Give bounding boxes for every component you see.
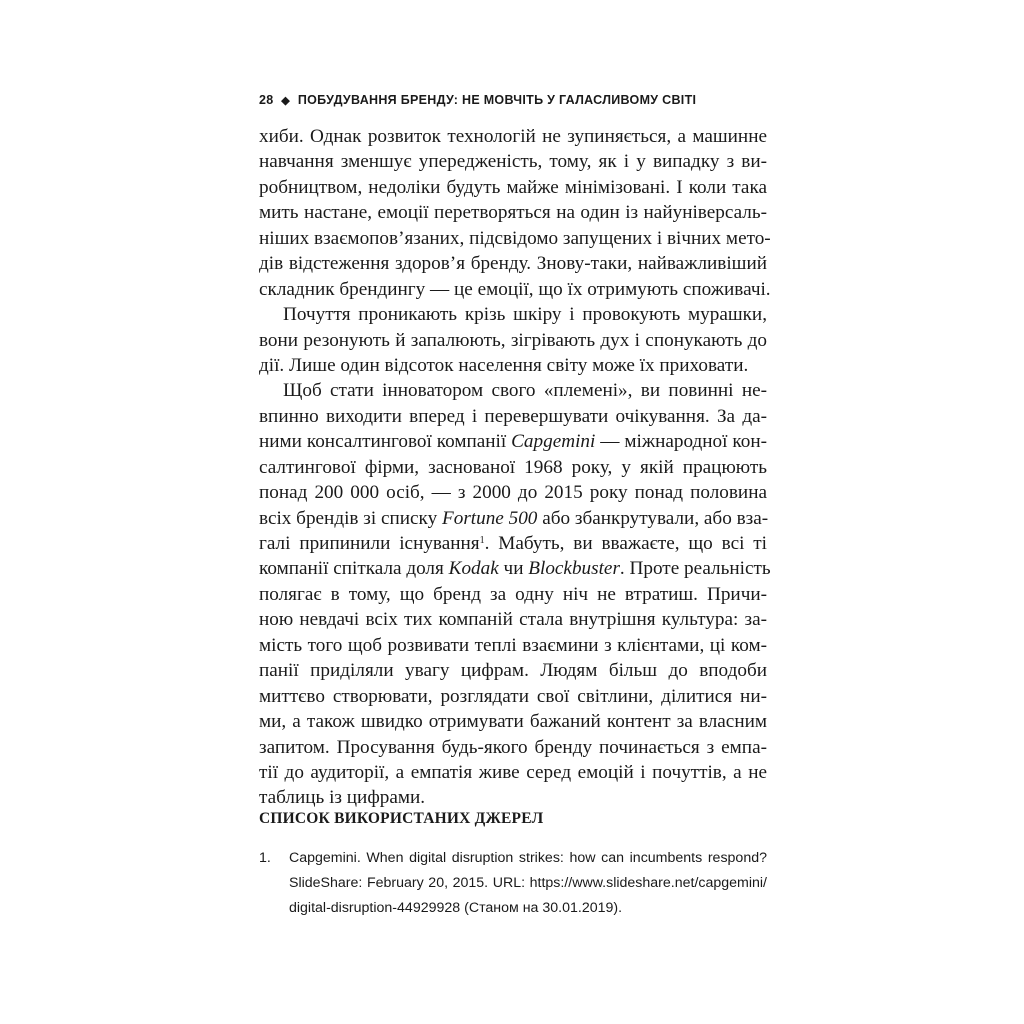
page-number: 28 bbox=[259, 93, 274, 107]
text-segment: або збанкрутували, або вза- bbox=[542, 507, 769, 529]
reference-number: 1. bbox=[259, 850, 271, 866]
text-line: таблиць із цифрами. bbox=[259, 787, 426, 809]
text-line bbox=[259, 556, 771, 581]
text-line: дії. Лише один відсоток населення світу може їх приховати. bbox=[259, 354, 749, 376]
text-line: впинно виходити вперед і перевершувати очікування. За да- bbox=[259, 405, 767, 427]
reference-item bbox=[259, 846, 767, 922]
text-line: полягає в тому, що бренд за одну ніч не втратиш. Причи- bbox=[259, 583, 767, 605]
reference-line: SlideShare: February 20, 2015. URL: https://www.slideshare.net/capgemini/ bbox=[289, 875, 767, 892]
running-head bbox=[259, 93, 696, 107]
text-line: хиби. Однак розвиток технологій не зупиняється, а машинне bbox=[259, 126, 767, 147]
footnote-marker: 1 bbox=[479, 535, 485, 546]
text-line: миттєво створювати, розглядати свої світлини, ділитися ни- bbox=[259, 685, 767, 707]
text-line: ніших взаємопов’язаних, підсвідомо запущених і вічних мето- bbox=[259, 227, 771, 249]
text-line: вони резонують й запалюють, зігрівають дух і спонукають до bbox=[259, 329, 767, 351]
text-segment: всіх брендів зі списку bbox=[259, 507, 438, 529]
text-segment: ними консалтингової компанії bbox=[259, 431, 507, 453]
text-line: дів відстеження здоров’я бренду. Знову-таки, найважливіший bbox=[259, 253, 767, 275]
text-line: тії до аудиторії, а емпатія живе серед емоцій і почуттів, а не bbox=[259, 761, 767, 783]
list-name: Fortune 500 bbox=[442, 507, 538, 529]
text-line: салтингової фірми, заснованої 1968 року, у якій працюють bbox=[259, 456, 767, 478]
diamond-separator-icon: ◆ bbox=[281, 95, 291, 107]
text-segment: галі припинили існування bbox=[259, 533, 480, 554]
text-segment: компанії спіткала доля bbox=[259, 558, 444, 580]
reference-line: Capgemini. When digital disruption strikes: how can incumbents respond? bbox=[289, 850, 767, 866]
text-line: навчання зменшує упередженість, тому, як і у випадку з ви- bbox=[259, 151, 767, 173]
reference-list bbox=[259, 846, 767, 922]
body-text bbox=[259, 124, 771, 811]
reference-text bbox=[289, 846, 767, 922]
company-name: Capgemini bbox=[511, 431, 596, 453]
text-line: ною невдачі всіх тих компаній стала внутрішня культура: за- bbox=[259, 609, 767, 631]
text-line: панії приділяли увагу цифрам. Людям більш до вподоби bbox=[259, 660, 767, 682]
reference-line: digital-disruption-44929928 (Станом на 30.01.2019). bbox=[289, 900, 623, 917]
company-name: Kodak bbox=[448, 558, 499, 580]
references-heading: СПИСОК ВИКОРИСТАНИХ ДЖЕРЕЛ bbox=[259, 810, 544, 827]
text-line: мість того щоб розвивати теплі взаємини з клієнтами, ці ком- bbox=[259, 634, 767, 656]
text-line bbox=[259, 506, 767, 531]
text-segment: — міжнародної кон- bbox=[600, 431, 767, 453]
chapter-title: ПОБУДУВАННЯ БРЕНДУ: НЕ МОВЧІТЬ У ГАЛАСЛИВОМУ СВІТІ bbox=[297, 93, 697, 107]
text-segment: чи bbox=[503, 558, 524, 580]
text-line bbox=[259, 429, 767, 454]
text-line: ми, а також швидко отримувати бажаний контент за власним bbox=[259, 711, 767, 733]
text-segment: . Мабуть, ви вважаєте, що всі ті bbox=[484, 533, 767, 554]
text-line: складник брендингу — це емоції, що їх отримують споживачі. bbox=[259, 278, 771, 300]
text-line: Почуття проникають крізь шкіру і провокують мурашки, bbox=[283, 304, 767, 326]
text-line: понад 200 000 осіб, — з 2000 до 2015 року понад половина bbox=[259, 482, 767, 504]
text-line: Щоб стати інноватором свого «племені», ви повинні не- bbox=[283, 380, 767, 402]
text-segment: . Проте реальність bbox=[619, 558, 771, 580]
text-line: запитом. Просування будь-якого бренду починається з емпа- bbox=[259, 736, 767, 758]
text-line bbox=[259, 531, 767, 556]
text-line: мить настане, емоції перетворяться на один із найуніверсаль- bbox=[259, 202, 767, 224]
text-line: робництвом, недоліки будуть майже мінімізовані. І коли така bbox=[259, 176, 767, 198]
company-name: Blockbuster bbox=[528, 558, 620, 580]
